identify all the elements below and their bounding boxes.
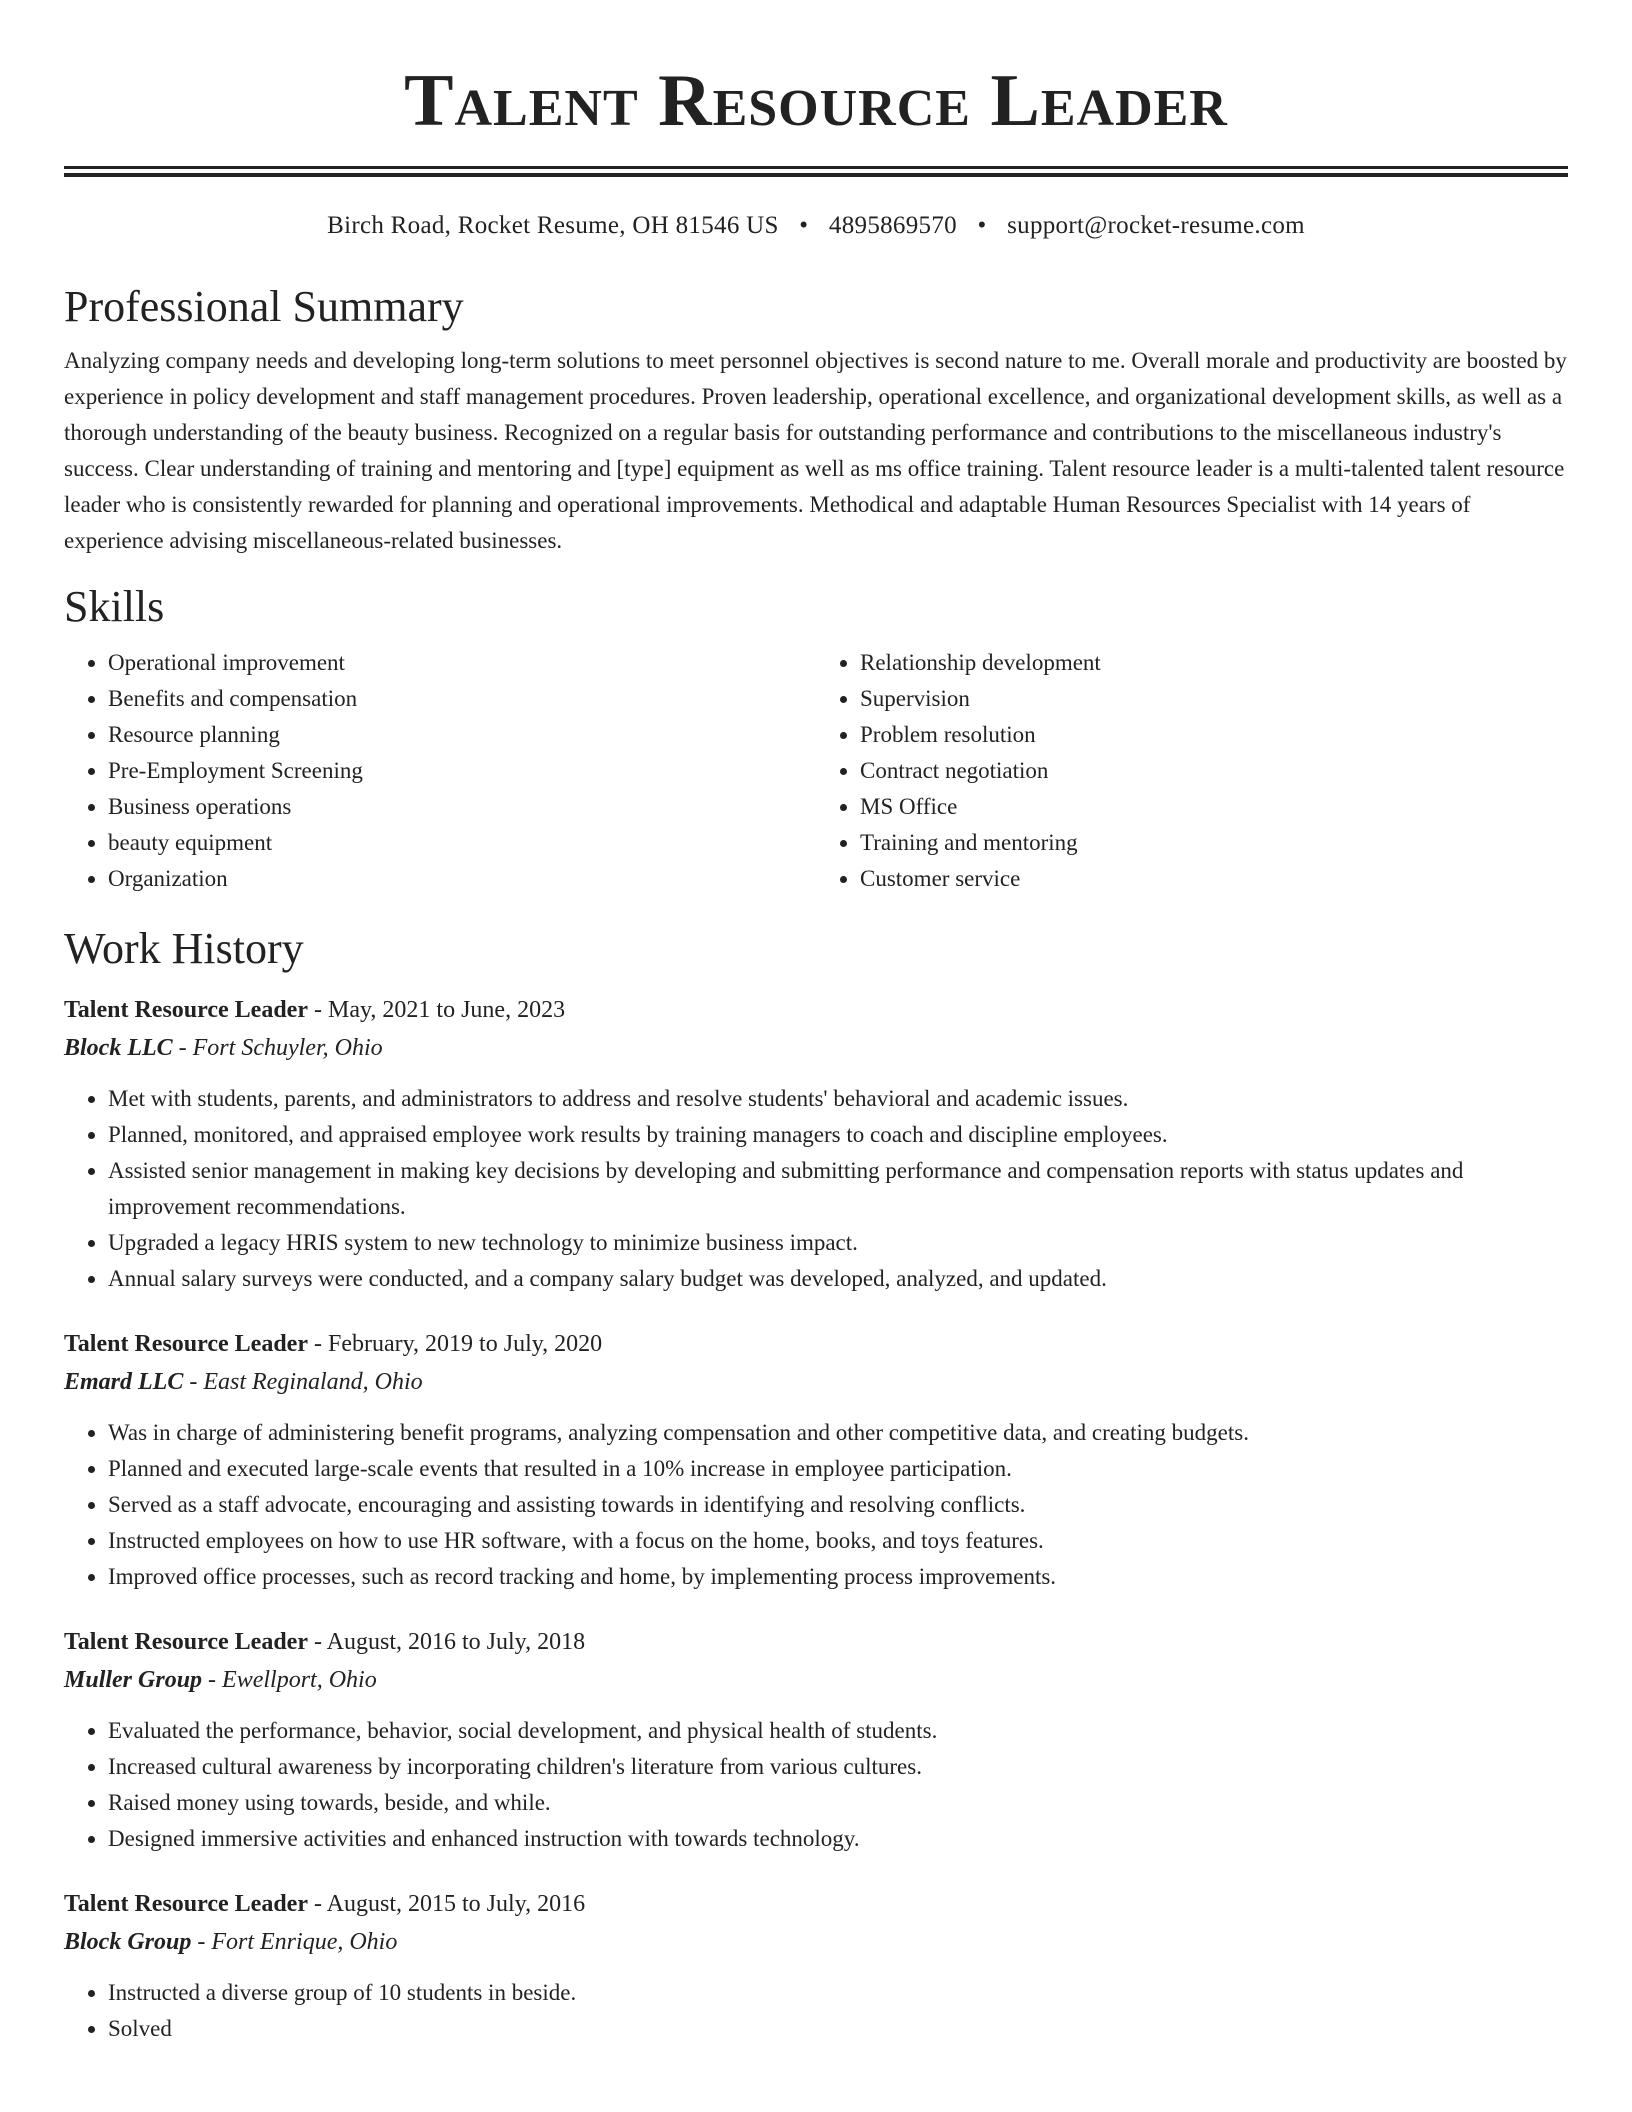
job-bullet: • Designed immersive activities and enhanced instruction with towards technology. xyxy=(108,1821,1568,1857)
job-bullets xyxy=(64,1081,1568,1297)
skill-item: • Contract negotiation xyxy=(860,753,1568,789)
skill-item: • Problem resolution xyxy=(860,717,1568,753)
job-bullet: • Increased cultural awareness by incorporating children's literature from various cultures. xyxy=(108,1749,1568,1785)
job-company: Muller Group xyxy=(64,1667,203,1693)
summary-text: Analyzing company needs and developing long-term solutions to meet personnel objectives is second nature to me. Overall morale and productivity are boosted by experience in policy development and staff management procedures. Proven leadership, operational excellence, and organizational development skills, as well as a thorough understanding of the beauty business. Recognized on a regular basis for outstanding performance and contributions to the miscellaneous industry's success. Clear understanding of training and mentoring and [type] equipment as well as ms office training. Talent resource leader is a multi-talented talent resource leader who is consistently rewarded for planning and operational improvements. Methodical and adaptable Human Resources Specialist with 14 years of experience advising miscellaneous-related businesses. xyxy=(64,348,1567,553)
job-location: - East Reginaland, Ohio xyxy=(183,1369,423,1395)
job-entry xyxy=(64,1623,1568,1857)
skill-item: • Resource planning xyxy=(108,717,816,753)
contact-separator: • xyxy=(977,212,987,239)
job-dates: - May, 2021 to June, 2023 xyxy=(307,997,566,1023)
job-bullet: • Improved office processes, such as record tracking and home, by implementing process improvements. xyxy=(108,1559,1568,1595)
skill-item: • MS Office xyxy=(860,789,1568,825)
job-dates: - February, 2019 to July, 2020 xyxy=(307,1331,603,1357)
skill-item: • beauty equipment xyxy=(108,825,816,861)
skill-item: • Organization xyxy=(108,861,816,897)
work-history-list xyxy=(64,991,1568,2047)
job-bullet: • Planned, monitored, and appraised employee work results by training managers to coach and discipline employees. xyxy=(108,1117,1568,1153)
job-bullets xyxy=(64,1975,1568,2047)
job-bullet: • Evaluated the performance, behavior, social development, and physical health of students. xyxy=(108,1713,1568,1749)
skill-item: • Training and mentoring xyxy=(860,825,1568,861)
summary-heading: Professional Summary xyxy=(64,282,464,331)
job-title-line xyxy=(64,1325,1568,1363)
job-bullet: • Upgraded a legacy HRIS system to new technology to minimize business impact. xyxy=(108,1225,1568,1261)
job-role: Talent Resource Leader xyxy=(64,1629,308,1655)
skill-item: • Business operations xyxy=(108,789,816,825)
resume-name: Talent Resource Leader xyxy=(404,60,1228,142)
contact-separator: • xyxy=(799,212,809,239)
job-bullets xyxy=(64,1713,1568,1857)
job-location: - Fort Enrique, Ohio xyxy=(191,1929,398,1955)
job-role: Talent Resource Leader xyxy=(64,997,308,1023)
work-history-heading: Work History xyxy=(64,924,304,973)
job-bullet: • Solved xyxy=(108,2011,1568,2047)
job-title-line xyxy=(64,991,1568,1029)
job-company-line xyxy=(64,1029,1568,1067)
job-entry xyxy=(64,991,1568,1297)
job-bullet: • Annual salary surveys were conducted, and a company salary budget was developed, analyzed, and updated. xyxy=(108,1261,1568,1297)
job-role: Talent Resource Leader xyxy=(64,1891,308,1917)
job-bullet: • Served as a staff advocate, encouraging and assisting towards in identifying and resolving conflicts. xyxy=(108,1487,1568,1523)
skill-item: • Customer service xyxy=(860,861,1568,897)
job-company-line xyxy=(64,1363,1568,1401)
job-role: Talent Resource Leader xyxy=(64,1331,308,1357)
job-company-line xyxy=(64,1923,1568,1961)
job-company: Emard LLC xyxy=(64,1369,184,1395)
contact-line xyxy=(64,211,1568,241)
contact-address: Birch Road, Rocket Resume, OH 81546 US xyxy=(327,212,779,239)
job-bullets xyxy=(64,1415,1568,1595)
job-company: Block Group xyxy=(64,1929,192,1955)
skill-item: • Benefits and compensation xyxy=(108,681,816,717)
job-dates: - August, 2015 to July, 2016 xyxy=(307,1891,586,1917)
skill-item: • Supervision xyxy=(860,681,1568,717)
job-bullet: • Planned and executed large-scale events that resulted in a 10% increase in employee participation. xyxy=(108,1451,1568,1487)
job-company: Block LLC xyxy=(64,1035,173,1061)
skill-item: • Operational improvement xyxy=(108,645,816,681)
job-bullet: • Assisted senior management in making key decisions by developing and submitting performance and compensation reports with status updates and improvement recommendations. xyxy=(108,1153,1568,1225)
job-bullet: • Instructed a diverse group of 10 students in beside. xyxy=(108,1975,1568,2011)
skills-heading: Skills xyxy=(64,582,165,631)
job-dates: - August, 2016 to July, 2018 xyxy=(307,1629,586,1655)
skill-item: • Pre-Employment Screening xyxy=(108,753,816,789)
job-entry xyxy=(64,1325,1568,1595)
job-bullet: • Was in charge of administering benefit programs, analyzing compensation and other competitive data, and creating budgets. xyxy=(108,1415,1568,1451)
skills-column-left xyxy=(64,645,816,897)
contact-email: support@rocket-resume.com xyxy=(1007,212,1305,239)
job-title-line xyxy=(64,1885,1568,1923)
job-company-line xyxy=(64,1661,1568,1699)
job-bullet: • Raised money using towards, beside, and while. xyxy=(108,1785,1568,1821)
job-title-line xyxy=(64,1623,1568,1661)
header-double-rule xyxy=(64,166,1568,177)
job-location: - Ewellport, Ohio xyxy=(202,1667,377,1693)
job-location: - Fort Schuyler, Ohio xyxy=(172,1035,383,1061)
job-bullet: • Met with students, parents, and administrators to address and resolve students' behavioral and academic issues. xyxy=(108,1081,1568,1117)
job-bullet: • Instructed employees on how to use HR software, with a focus on the home, books, and toys features. xyxy=(108,1523,1568,1559)
skill-item: • Relationship development xyxy=(860,645,1568,681)
job-entry xyxy=(64,1885,1568,2047)
contact-phone: 4895869570 xyxy=(828,212,957,239)
skills-list xyxy=(64,645,1568,897)
skills-column-right xyxy=(816,645,1568,897)
